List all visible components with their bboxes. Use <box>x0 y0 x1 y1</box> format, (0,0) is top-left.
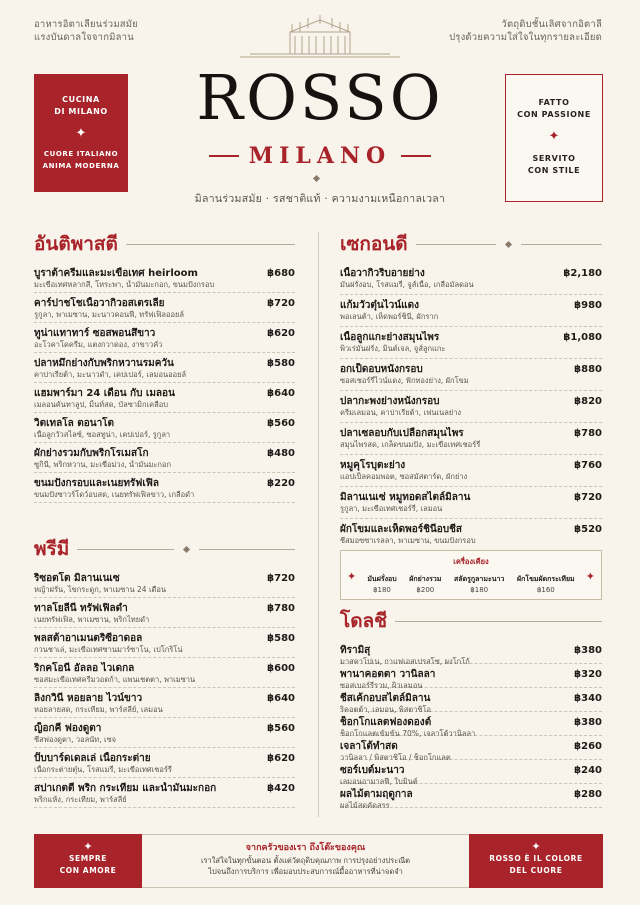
menu-item-price: ฿2,180 <box>563 268 602 279</box>
menu-item-price: ฿380 <box>574 645 602 656</box>
footer-left-line1: SEMPRE <box>69 854 107 863</box>
sides-row <box>341 568 601 596</box>
menu-item-price: ฿720 <box>267 573 295 584</box>
menu-item-name: ญ็อกคี ฟองดูตา <box>34 723 102 734</box>
menu-item-desc: มะเขือเทศหลากสี, โหระพา, น้ำมันมะกอก, ขนมปังกรอบ <box>34 280 215 289</box>
star-icon: ✦ <box>75 126 87 141</box>
menu-item <box>34 387 295 413</box>
menu-item-price: ฿560 <box>267 418 295 429</box>
section-secondi <box>340 229 602 555</box>
menu-item-price: ฿720 <box>267 298 295 309</box>
menu-item-price: ฿580 <box>267 358 295 369</box>
side-item <box>409 574 441 596</box>
menu-item-name: ทาลโยลีนี ทรัฟเฟิลดำ <box>34 603 128 614</box>
diamond-ornament <box>313 175 320 182</box>
divider-line <box>77 549 173 550</box>
diamond-ornament <box>183 545 190 552</box>
duomo-cathedral-icon <box>240 14 400 58</box>
section-title: อันติพาสตี <box>34 233 118 255</box>
menu-item-price: ฿680 <box>267 268 295 279</box>
menu-item-name: เนื้อลูกแกะย่างสมุนไพร <box>340 332 440 343</box>
menu-item-name: ปลาหมึกย่างกับพริกหวานรมควัน <box>34 358 174 369</box>
sides-box <box>340 550 602 600</box>
menu-item-name: เนื้อวากิวริบอายย่าง <box>340 268 425 279</box>
menu-item-price: ฿380 <box>574 717 602 728</box>
menu-item-desc: รูกูลา, มะเขือเทศเชอร์รี่, เลมอน <box>340 504 443 513</box>
menu-item-name: แฮมพาร์มา 24 เดือน กับ เมลอน <box>34 388 175 399</box>
side-item-price: ฿180 <box>470 586 489 594</box>
menu-item-desc: ชีสมอซซาเรลลา, พาเมซาน, ขนมปังกรอบ <box>340 536 476 545</box>
section-antipasti <box>34 229 295 507</box>
menu-item-desc: วานิลลา / พิสตาชิโอ / ช็อกโกแลต <box>340 753 451 762</box>
star-icon: ✦ <box>531 840 541 853</box>
menu-item-price: ฿280 <box>574 789 602 800</box>
menu-item-price: ฿600 <box>267 663 295 674</box>
badge-left-line1: CUCINA <box>62 95 100 104</box>
menu-item-desc: ช็อกโกแลตเข้มข้น 70%, เจลาโต้วานิลลา <box>340 729 476 738</box>
menu-item-price: ฿880 <box>574 364 602 375</box>
divider-line <box>126 244 295 245</box>
side-item-price: ฿200 <box>416 586 435 594</box>
badge-left-line3: CUORE ITALIANO <box>43 150 119 158</box>
menu-item-price: ฿620 <box>267 328 295 339</box>
section-header <box>340 606 602 636</box>
menu-item-desc: คาปาเรียต้า, มะนาวดำ, เคปเปอร์, เลมอนออยล์ <box>34 370 187 379</box>
badge-fatto <box>505 74 603 202</box>
side-item-price: ฿160 <box>536 586 555 594</box>
menu-item-name: บูราต้าครีมและมะเขือเทศ heirloom <box>34 268 198 279</box>
divider-line <box>416 244 497 245</box>
menu-item <box>34 722 295 748</box>
brand-tagline: มิลานร่วมสมัย · รสชาติแท้ · ความงามเหนือกาลเวลา <box>194 193 446 205</box>
menu-item-desc: พิวเร่มันฝรั่ง, มินต์เจล, จูส์ลูกแกะ <box>340 344 446 353</box>
footer-center <box>142 834 469 888</box>
menu-item <box>340 523 602 551</box>
menu-item <box>340 299 602 327</box>
menu-item <box>34 692 295 718</box>
menu-item <box>34 572 295 598</box>
menu-item-name: ทิรามิสุ <box>340 645 371 656</box>
star-icon: ✦ <box>347 570 357 583</box>
section-title: โดลชี <box>340 610 388 632</box>
badge-left-line4: ANIMA MODERNA <box>42 162 120 170</box>
sides-title: เครื่องเคียง <box>453 557 489 566</box>
menu-item-desc: เนื้อกระต่ายตุ๋น, โรสแมรี่, มะเขือเทศเชอร์รี่ <box>34 765 172 774</box>
menu-item-price: ฿580 <box>267 633 295 644</box>
menu-item-price: ฿780 <box>574 428 602 439</box>
header-tagline-right <box>449 18 602 44</box>
column-divider <box>318 232 319 817</box>
menu-item-price: ฿760 <box>574 460 602 471</box>
section-primi <box>34 534 295 812</box>
menu-item <box>340 267 602 295</box>
star-icon: ✦ <box>585 570 595 583</box>
menu-item-desc: เนยทรัฟเฟิล, พาเมซาน, พริกไทยดำ <box>34 615 150 624</box>
menu-item-name: ริกคโอนี อัลลอ ไวเดกล <box>34 663 135 674</box>
side-item-name: สลัดรูกูลามะนาว <box>454 575 505 583</box>
menu-item-name: วิตเทลโล ตอนาโต <box>34 418 115 429</box>
section-header <box>340 229 602 259</box>
menu-item-price: ฿620 <box>267 753 295 764</box>
menu-item-price: ฿420 <box>267 783 295 794</box>
menu-item <box>340 491 602 519</box>
menu-item-name: พลสต้าอาเมนตริซีอาดอล <box>34 633 143 644</box>
menu-item <box>34 662 295 688</box>
side-item-name: ผักย่างรวม <box>409 575 442 583</box>
menu-item-desc: ริคอตต้า, เลมอน, พิสตาชิโอ <box>340 705 431 714</box>
menu-item-price: ฿640 <box>267 388 295 399</box>
menu-list <box>34 572 295 808</box>
star-icon: ✦ <box>548 129 560 144</box>
divider-line <box>209 155 239 157</box>
menu-item-desc: แอปเปิ้ลคอมพอต, ซอสมัสตาร์ด, ผักย่าง <box>340 472 468 481</box>
divider-line <box>395 621 602 622</box>
footer-line2: ไปจนถึงการบริการ เพื่อมอบประสบการณ์มื้ออาหารที่น่าจดจำ <box>208 867 403 876</box>
menu-item-desc: มันฝรั่งอบ, โรสแมรี่, จูส์เนื้อ, เกลือมัลดอน <box>340 280 474 289</box>
badge-right-line2: CON PASSIONE <box>517 110 591 119</box>
menu-item-desc: กวนชาเล่, มะเขือเทศซานมาร์ซาโน, เปโกริโน่ <box>34 645 183 654</box>
menu-item-price: ฿640 <box>267 693 295 704</box>
menu-item <box>340 716 602 736</box>
menu-item-name: ผักโขมและเห็ดพอร์ชินีอบชีส <box>340 524 462 535</box>
menu-item-price: ฿240 <box>574 765 602 776</box>
section-title: พรีมี <box>34 538 70 560</box>
menu-item-desc: ขนมปังซาวร์โดว์อบสด, เนยทรัฟเฟิลขาว, เกลือดำ <box>34 490 195 499</box>
menu-item-desc: หอยลายสด, กระเทียม, พาร์สลีย์, เลมอน <box>34 705 163 714</box>
menu-item-desc: เลมอนอามาลฟี, ใบมินต์ <box>340 777 418 786</box>
menu-item-desc: หญ้าฝรั่น, ไขกระดูก, พาเมซาน 24 เดือน <box>34 585 167 594</box>
side-item <box>454 574 504 596</box>
menu-item-price: ฿780 <box>267 603 295 614</box>
menu-item-name: ผักย่างรวมกับพริกโรเมสโก <box>34 448 149 459</box>
menu-item-desc: มาสคาโปเน, กาแฟเอสเปรสโซ, ผงโกโก้ <box>340 657 470 666</box>
menu-item-desc: เมลอนคันทาลูป, มิ้นท์สด, บัลซามิกเคลือบ <box>34 400 168 409</box>
menu-item-name: หมูคุโรบุตะย่าง <box>340 460 406 471</box>
menu-item <box>340 395 602 423</box>
menu-item <box>340 331 602 359</box>
menu-item <box>34 417 295 443</box>
footer-right-line1: ROSSO È IL COLORE <box>489 854 583 863</box>
menu-item-price: ฿260 <box>574 741 602 752</box>
menu-item <box>34 782 295 808</box>
menu-item <box>340 427 602 455</box>
menu-item-desc: สมุนไพรสด, เกล็ดขนมปัง, มะเขือเทศเชอร์รี่ <box>340 440 481 449</box>
menu-item <box>340 764 602 784</box>
side-item-name: มันฝรั่งอบ <box>367 575 397 583</box>
menu-item-name: ปั๊บบาร์ดเดลเล่ เนื้อกระต่าย <box>34 753 151 764</box>
menu-list <box>340 644 602 808</box>
menu-item <box>34 327 295 353</box>
menu-item-name: ทูน่าแทาทาร์ ซอสพอนสึขาว <box>34 328 156 339</box>
menu-item-price: ฿480 <box>267 448 295 459</box>
menu-item-desc: ซอสเชอร์รี่ไวน์แดง, ฟักทองย่าง, ผักโขม <box>340 376 469 385</box>
tagline-left-line2: แรงบันดาลใจจากมิลาน <box>34 32 134 43</box>
footer-badge-left <box>34 834 142 888</box>
menu-item-name: ลิงกวินี หอยลาย ไวน์ขาว <box>34 693 143 704</box>
menu-item-name: เจลาโต้ทำสด <box>340 741 398 752</box>
menu-item-desc: เนื้อลูกวัวสไลซ์, ซอสทูน่า, เคปเปอร์, รูกูลา <box>34 430 171 439</box>
menu-item-desc: ซูกินี, พริกหวาน, มะเขือม่วง, น้ำมันมะกอก <box>34 460 172 469</box>
menu-item <box>34 632 295 658</box>
menu-item <box>34 602 295 628</box>
menu-item <box>340 644 602 664</box>
menu-item-name: ปลาเซลอบกับเปลือกสมุนไพร <box>340 428 464 439</box>
menu-item <box>340 692 602 712</box>
menu-item-name: ซอร์เบต์มะนาว <box>340 765 405 776</box>
menu-list <box>34 267 295 503</box>
menu-item-name: ขนมปังกรอบและเนยทรัฟเฟิล <box>34 478 159 489</box>
menu-item <box>34 297 295 323</box>
menu-item-name: ริซอตโต มิลานเนเซ <box>34 573 120 584</box>
menu-list <box>340 267 602 551</box>
diamond-ornament <box>505 240 512 247</box>
section-header <box>34 229 295 259</box>
footer-left-line2: CON AMORE <box>59 866 117 875</box>
menu-item-price: ฿520 <box>574 524 602 535</box>
menu-item-name: มิลานเนเซ่ หมูทอดสไตล์มิลาน <box>340 492 471 503</box>
tagline-left-line1: อาหารอิตาเลียนร่วมสมัย <box>34 19 139 30</box>
footer-badge-right <box>469 834 603 888</box>
menu-item-price: ฿720 <box>574 492 602 503</box>
header-tagline-left <box>34 18 138 44</box>
divider-line <box>521 244 602 245</box>
menu-item-desc: ซอสเบอร์รี่รวม, ผิวเลมอน <box>340 681 423 690</box>
side-item-name: ผักโขมผัดกระเทียม <box>517 575 575 583</box>
star-icon: ✦ <box>83 840 93 853</box>
menu-item-price: ฿560 <box>267 723 295 734</box>
badge-right-line3: SERVITO <box>532 154 576 163</box>
menu-item <box>340 788 602 808</box>
side-item-price: ฿180 <box>373 586 391 594</box>
menu-item-name: อกเป็ดอบหนังกรอบ <box>340 364 423 375</box>
menu-item-name: ชีสเค้กอบสไตล์มิลาน <box>340 693 431 704</box>
divider-line <box>199 549 295 550</box>
menu-item-price: ฿980 <box>574 300 602 311</box>
brand-subtitle-row <box>178 143 462 169</box>
brand-subtitle: MILANO <box>248 143 392 169</box>
menu-item-desc: ครีมเลมอน, คาปาเรียต้า, เฟนเนลย่าง <box>340 408 462 417</box>
menu-item-desc: ซอสมะเขือเทศครีมวอดก้า, แพนเชตตา, พาเมซาน <box>34 675 196 684</box>
badge-left-line2: DI MILANO <box>54 107 108 116</box>
menu-item-desc: พอเลนต้า, เห็ดพอร์ชินี, ผักราก <box>340 312 439 321</box>
footer-right-line2: DEL CUORE <box>509 866 563 875</box>
section-header <box>34 534 295 564</box>
menu-item <box>34 477 295 503</box>
divider-line <box>401 155 431 157</box>
side-item <box>517 574 575 596</box>
side-item <box>367 574 396 596</box>
footer-title: จากครัวของเรา ถึงโต๊ะของคุณ <box>245 843 366 853</box>
menu-item <box>34 357 295 383</box>
menu-item-price: ฿340 <box>574 693 602 704</box>
menu-item-desc: รูกูลา, พาเมซาน, มะนาวคอนฟี, ทรัฟเฟิลออยล์ <box>34 310 185 319</box>
menu-item-name: ช็อกโกแลตฟองดองต์ <box>340 717 432 728</box>
menu-item-name: ผลไม้ตามฤดูกาล <box>340 789 413 800</box>
menu-item <box>340 740 602 760</box>
menu-item-name: คาร์ปาชโชเนื้อวากิวอสเตรเลีย <box>34 298 165 309</box>
menu-item-desc: ชีสฟองดูตา, วอลนัท, เซจ <box>34 735 117 744</box>
tagline-right-line2: ปรุงด้วยความใส่ใจในทุกรายละเอียด <box>449 32 602 43</box>
menu-item <box>340 668 602 688</box>
menu-item-price: ฿820 <box>574 396 602 407</box>
menu-item <box>34 752 295 778</box>
badge-cucina <box>34 74 128 192</box>
badge-right-line1: FATTO <box>538 98 570 107</box>
menu-item <box>34 267 295 293</box>
menu-item-price: ฿1,080 <box>563 332 602 343</box>
tagline-right-line1: วัตถุดิบชั้นเลิศจากอิตาลี <box>501 19 602 30</box>
menu-item <box>340 363 602 391</box>
menu-item-desc: ผลไม้สดคัดสรร <box>340 801 390 810</box>
menu-item-name: แก้มวัวตุ๋นไวน์แดง <box>340 300 419 311</box>
menu-item-name: ปลากะพงย่างหนังกรอบ <box>340 396 440 407</box>
section-dolci <box>340 606 602 812</box>
menu-item-price: ฿220 <box>267 478 295 489</box>
menu-item <box>340 459 602 487</box>
section-title: เซกอนดี <box>340 233 408 255</box>
badge-right-line4: CON STILE <box>527 166 581 175</box>
footer-line1: เราใส่ใจในทุกขั้นตอน ตั้งแต่วัตถุดิบคุณภาพ การปรุงอย่างประณีต <box>200 856 411 865</box>
brand-title: ROSSO <box>196 61 444 134</box>
menu-item-name: พานาคอตตา วานิลลา <box>340 669 436 680</box>
menu-item <box>34 447 295 473</box>
menu-item-name: สปาเกตตี พริก กระเทียม และน้ำมันมะกอก <box>34 783 217 794</box>
menu-item-desc: อะโวคาโดครีม, แตงกวาดอง, งาขาวคั่ว <box>34 340 163 349</box>
menu-item-desc: พริกแห้ง, กระเทียม, พาร์สลีย์ <box>34 795 127 804</box>
menu-item-price: ฿320 <box>574 669 602 680</box>
